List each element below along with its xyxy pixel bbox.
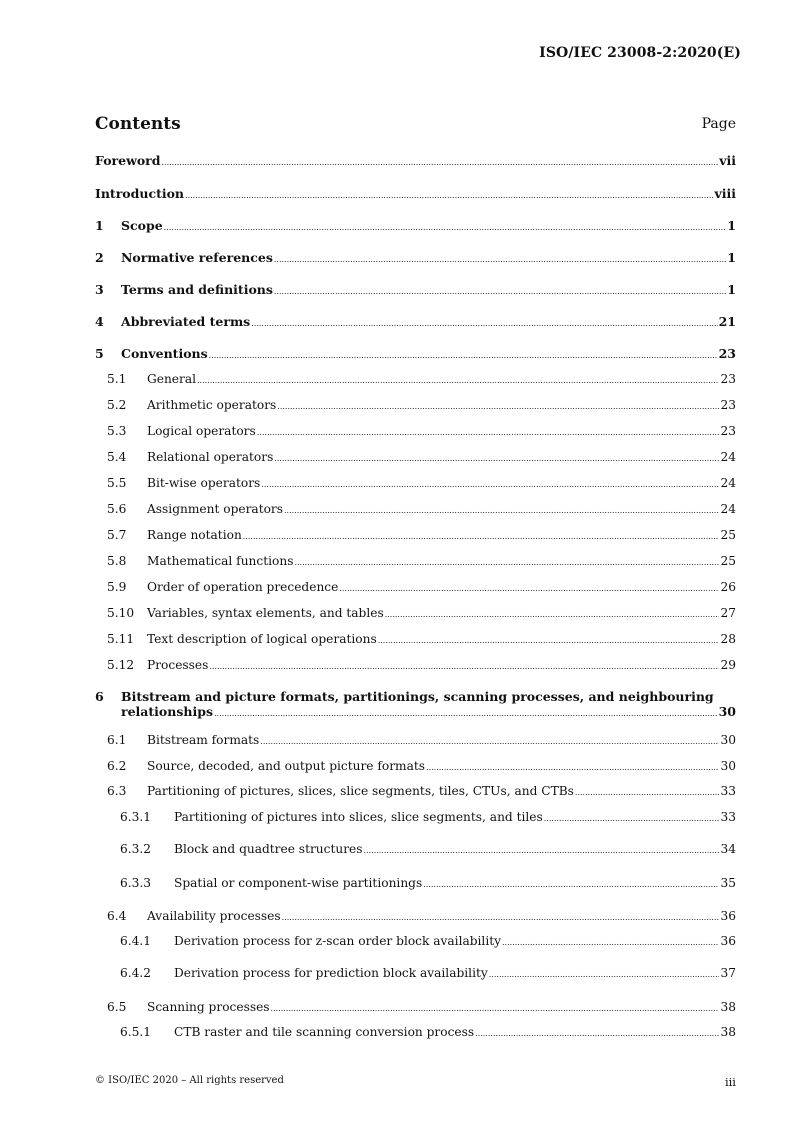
toc-entry-6-3-2[interactable] — [120, 842, 736, 856]
toc-entry-number: 6.1 — [107, 733, 127, 747]
toc-entry-number: 6.4 — [107, 909, 127, 923]
toc-entry-title: General — [147, 372, 196, 386]
toc-entry-6-2[interactable] — [107, 759, 736, 773]
toc-entry-title: Spatial or component-wise partitionings — [174, 876, 423, 890]
toc-entry-number: 5.4 — [107, 450, 127, 464]
toc-entry-number: 5.11 — [107, 632, 135, 646]
toc-entry-page: 27 — [720, 606, 736, 620]
toc-entry-6-5-1[interactable] — [120, 1025, 736, 1039]
toc-entry-page: 23 — [720, 398, 736, 412]
toc-entry-title: Partitioning of pictures into slices, slice segments, and tiles — [174, 810, 543, 824]
toc-entry-terms-and-definitions[interactable] — [95, 282, 736, 297]
toc-entry-number: 6.3.2 — [120, 842, 152, 856]
toc-entry-title: Conventions — [121, 346, 208, 361]
toc-entry-5-7[interactable] — [107, 528, 736, 542]
toc-entry-6[interactable] — [95, 689, 736, 719]
page-number: iii — [724, 1075, 736, 1089]
toc-entry-page: 38 — [720, 1000, 736, 1014]
toc-entry-page: 38 — [720, 1025, 736, 1039]
toc-entry-5-11[interactable] — [107, 632, 736, 646]
toc-entry-page: 36 — [720, 934, 736, 948]
toc-entry-number: 2 — [95, 250, 104, 265]
toc-entry-title-line1: Bitstream and picture formats, partitionings, scanning processes, and neighbouring — [121, 689, 714, 704]
toc-entry-title: Order of operation precedence — [147, 580, 339, 594]
toc-entry-6-3-3[interactable] — [120, 876, 736, 890]
toc-entry-5-1[interactable] — [107, 372, 736, 386]
toc-entry-title-line2: relationships — [121, 704, 213, 719]
toc-entry-number: 6.5 — [107, 1000, 127, 1014]
toc-entry-title: Logical operators — [147, 424, 256, 438]
toc-entry-page: vii — [719, 153, 736, 168]
toc-entry-page: 23 — [720, 424, 736, 438]
toc-entry-title: Variables, syntax elements, and tables — [147, 606, 384, 620]
toc-entry-number: 5.6 — [107, 502, 127, 516]
toc-entry-number: 5.2 — [107, 398, 127, 412]
toc-entry-5-5[interactable] — [107, 476, 736, 490]
toc-entry-page: 37 — [720, 966, 736, 980]
toc-entry-page: 1 — [727, 282, 736, 297]
toc-entry-page: 26 — [720, 580, 736, 594]
toc-entry-title: Bitstream formats — [147, 733, 260, 747]
page-column-label: Page — [701, 116, 736, 132]
toc-entry-number: 6.3.1 — [120, 810, 152, 824]
toc-entry-number: 6.3 — [107, 784, 127, 798]
toc-entry-normative-references[interactable] — [95, 250, 736, 265]
toc-entry-conventions[interactable] — [95, 346, 736, 361]
toc-entry-number: 6.5.1 — [120, 1025, 152, 1039]
toc-entry-page: 23 — [720, 372, 736, 386]
toc-entry-page: 24 — [720, 476, 736, 490]
toc-entry-page: 25 — [720, 554, 736, 568]
toc-entry-page: 24 — [720, 450, 736, 464]
toc-entry-number: 6.4.1 — [120, 934, 152, 948]
toc-entry-number: 6.2 — [107, 759, 127, 773]
toc-entry-page: viii — [714, 186, 736, 201]
toc-entry-title: Bit-wise operators — [147, 476, 261, 490]
toc-entry-number: 5.9 — [107, 580, 127, 594]
toc-entry-title: Arithmetic operators — [147, 398, 277, 412]
contents-title: Contents — [95, 114, 181, 134]
toc-entry-6-3[interactable] — [107, 784, 736, 798]
toc-entry-introduction[interactable] — [95, 186, 736, 201]
toc-entry-number: 6.4.2 — [120, 966, 152, 980]
toc-entry-6-4-1[interactable] — [120, 934, 736, 948]
toc-entry-5-2[interactable] — [107, 398, 736, 412]
toc-entry-title: Abbreviated terms — [121, 314, 251, 329]
toc-entry-page: 30 — [720, 759, 736, 773]
toc-entry-page: 1 — [727, 250, 736, 265]
toc-entry-title: Scope — [121, 218, 163, 233]
toc-entry-title: CTB raster and tile scanning conversion process — [174, 1025, 475, 1039]
toc-entry-page: 29 — [720, 658, 736, 672]
toc-entry-5-4[interactable] — [107, 450, 736, 464]
toc-entry-page: 34 — [720, 842, 736, 856]
toc-entry-number: 5.7 — [107, 528, 127, 542]
toc-entry-title: Text description of logical operations — [147, 632, 377, 646]
toc-entry-page: 23 — [718, 346, 736, 361]
toc-entry-title: Processes — [147, 658, 209, 672]
toc-entry-title: Foreword — [95, 153, 161, 168]
toc-entry-page: 21 — [718, 314, 736, 329]
toc-entry-6-1[interactable] — [107, 733, 736, 747]
toc-entry-title: Partitioning of pictures, slices, slice segments, tiles, CTUs, and CTBs — [147, 784, 574, 798]
copyright-notice: © ISO/IEC 2020 – All rights reserved — [95, 1075, 284, 1086]
toc-entry-title: Block and quadtree structures — [174, 842, 363, 856]
toc-entry-number: 6.3.3 — [120, 876, 152, 890]
toc-entry-5-8[interactable] — [107, 554, 736, 568]
toc-entry-number: 5.10 — [107, 606, 135, 620]
toc-entry-number: 5.8 — [107, 554, 127, 568]
toc-entry-page: 1 — [727, 218, 736, 233]
toc-entry-scope[interactable] — [95, 218, 736, 233]
toc-entry-title: Normative references — [121, 250, 273, 265]
toc-entry-number: 5.12 — [107, 658, 135, 672]
toc-entry-page: 28 — [720, 632, 736, 646]
toc-entry-5-9[interactable] — [107, 580, 736, 594]
toc-entry-5-6[interactable] — [107, 502, 736, 516]
toc-entry-title: Derivation process for prediction block availability — [174, 966, 488, 980]
toc-entry-page: 25 — [720, 528, 736, 542]
toc-entry-title: Range notation — [147, 528, 242, 542]
toc-entry-title: Availability processes — [147, 909, 281, 923]
toc-entry-title: Assignment operators — [147, 502, 284, 516]
document-id: ISO/IEC 23008-2:2020(E) — [539, 45, 741, 61]
toc-entry-title: Relational operators — [147, 450, 274, 464]
toc-entry-number: 5.1 — [107, 372, 127, 386]
toc-entry-title: Terms and definitions — [121, 282, 273, 297]
toc-entry-6-4-2[interactable] — [120, 966, 736, 980]
toc-entry-abbreviated-terms[interactable] — [95, 314, 736, 329]
toc-entry-page: 33 — [720, 810, 736, 824]
toc-entry-page: 30 — [718, 704, 736, 719]
toc-entry-title: Introduction — [95, 186, 185, 201]
toc-entry-number: 4 — [95, 314, 104, 329]
toc-entry-number: 1 — [95, 218, 104, 233]
toc-entry-number: 6 — [95, 689, 104, 704]
toc-entry-title: Derivation process for z-scan order block availability — [174, 934, 502, 948]
toc-entry-number: 5.3 — [107, 424, 127, 438]
toc-entry-title: Mathematical functions — [147, 554, 294, 568]
toc-entry-6-5[interactable] — [107, 1000, 736, 1014]
toc-entry-6-4[interactable] — [107, 909, 736, 923]
toc-entry-number: 5 — [95, 346, 104, 361]
toc-entry-page: 30 — [720, 733, 736, 747]
toc-entry-page: 33 — [720, 784, 736, 798]
toc-entry-page: 36 — [720, 909, 736, 923]
toc-entry-title: Source, decoded, and output picture formats — [147, 759, 426, 773]
toc-entry-title: Scanning processes — [147, 1000, 270, 1014]
toc-entry-6-3-1[interactable] — [120, 810, 736, 824]
toc-entry-number: 5.5 — [107, 476, 127, 490]
toc-entry-5-10[interactable] — [107, 606, 736, 620]
toc-entry-5-12[interactable] — [107, 658, 736, 672]
toc-entry-number: 3 — [95, 282, 104, 297]
toc-entry-page: 35 — [720, 876, 736, 890]
toc-entry-foreword[interactable] — [95, 153, 736, 168]
toc-entry-page: 24 — [720, 502, 736, 516]
toc-entry-5-3[interactable] — [107, 424, 736, 438]
